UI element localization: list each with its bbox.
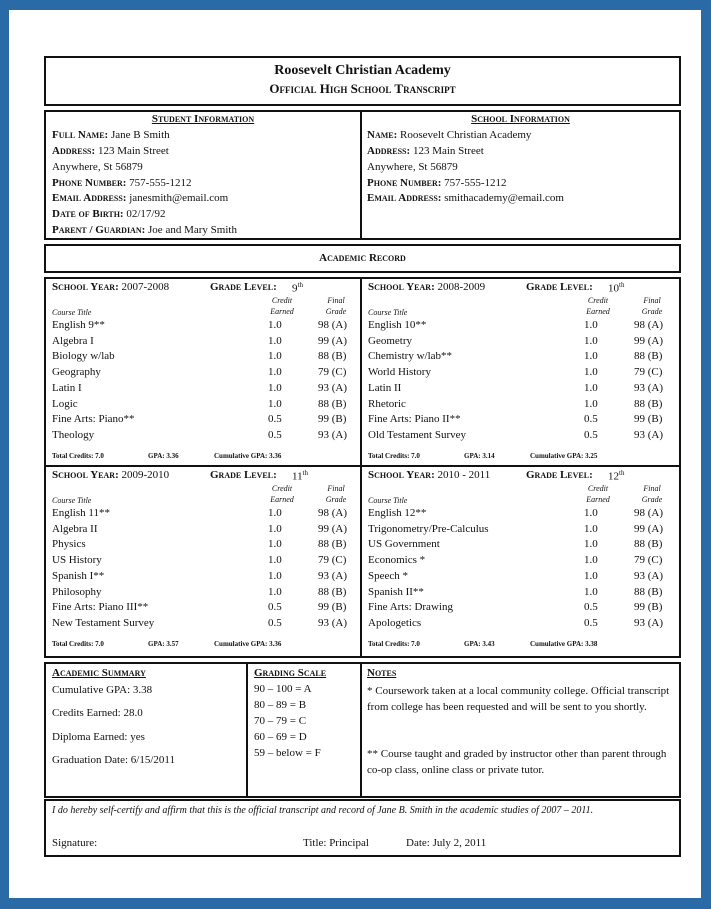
credit-col-header-1: Credit	[271, 296, 293, 305]
course-credit: 0.5	[584, 601, 598, 614]
school-phone-label: Phone Number:	[367, 177, 442, 189]
course-row	[368, 429, 673, 444]
course-grade: 99 (A)	[634, 334, 664, 347]
final-col-header-2: Grade	[325, 307, 347, 316]
course-grade: 93 (A)	[634, 381, 664, 394]
course-title: Latin I	[52, 381, 82, 394]
phone-label: Phone Number:	[52, 177, 127, 189]
course-grade: 79 (C)	[634, 366, 663, 379]
full-name-value: Jane B Smith	[110, 129, 170, 141]
course-row	[52, 570, 354, 585]
year-grid-vdivider	[360, 277, 362, 658]
course-row	[52, 398, 354, 413]
year-header	[368, 281, 673, 293]
grade-level-sup: th	[619, 469, 625, 477]
gpa-value: 3.14	[482, 452, 495, 460]
cumulative-gpa-label: Cumulative GPA:	[530, 452, 584, 460]
total-credits	[52, 452, 104, 460]
student-email	[52, 192, 228, 204]
course-title: Algebra I	[52, 334, 94, 347]
grading-scale-heading: Grading Scale	[254, 667, 327, 679]
address-line1: 123 Main Street	[97, 145, 169, 157]
course-grade: 88 (B)	[318, 538, 347, 551]
course-row	[368, 554, 673, 569]
final-col-header-2: Grade	[325, 495, 347, 504]
course-credit: 1.0	[268, 334, 282, 347]
grade-level-wrap	[608, 281, 624, 295]
student-dob	[52, 208, 165, 220]
course-credit: 1.0	[268, 381, 282, 394]
course-col-header: Course Title	[368, 308, 408, 317]
course-row	[368, 570, 673, 585]
summary-diploma: Diploma Earned: yes	[52, 731, 145, 743]
course-title: US Government	[368, 538, 440, 551]
course-row	[52, 523, 354, 538]
course-row	[52, 586, 354, 601]
info-divider	[360, 110, 362, 240]
course-grade: 98 (A)	[634, 319, 664, 331]
cumulative-gpa-label: Cumulative GPA:	[214, 452, 268, 460]
school-year-value: 2007-2008	[121, 281, 170, 293]
student-address	[52, 145, 169, 157]
total-credits-label: Total Credits:	[368, 640, 410, 648]
course-credit: 1.0	[584, 554, 598, 567]
grade-level-number: 10	[608, 282, 619, 295]
course-grade: 93 (A)	[634, 428, 664, 441]
course-title: Chemistry w/lab**	[368, 350, 453, 363]
credit-col-header-1: Credit	[587, 484, 609, 493]
course-grade: 88 (B)	[634, 538, 663, 551]
school-email	[367, 192, 564, 204]
grade-level-sup: th	[297, 281, 303, 289]
student-phone	[52, 177, 192, 189]
course-row	[368, 350, 673, 365]
course-title: Fine Arts: Piano III**	[52, 601, 149, 614]
gpa-label: GPA:	[148, 452, 165, 460]
grade-level-label: Grade Level:	[526, 469, 593, 481]
course-title: English 9**	[52, 319, 105, 331]
year-header	[368, 469, 673, 481]
summary-cum-gpa: Cumulative GPA: 3.38	[52, 684, 153, 696]
grade-level-label: Grade Level:	[210, 281, 277, 293]
course-row	[368, 617, 673, 632]
course-grade: 99 (B)	[318, 601, 347, 614]
gpa-label: GPA:	[148, 640, 165, 648]
total-credits-value: 7.0	[411, 452, 420, 460]
course-grade: 79 (C)	[318, 366, 347, 379]
cumulative-gpa-value: 3.36	[269, 452, 282, 460]
course-grade: 93 (A)	[318, 428, 348, 441]
cumulative-gpa	[530, 640, 597, 648]
school-address-line2: Anywhere, St 56879	[367, 161, 458, 173]
course-title: Trigonometry/Pre-Calculus	[368, 522, 489, 535]
course-col-header: Course Title	[52, 308, 92, 317]
school-phone	[367, 177, 507, 189]
year-gpa	[148, 452, 179, 460]
grade-level-wrap	[292, 469, 308, 483]
course-grade: 88 (B)	[634, 350, 663, 363]
gpa-value: 3.36	[166, 452, 179, 460]
credit-col-header-2: Earned	[270, 307, 294, 316]
school-phone-value: 757-555-1212	[444, 177, 507, 189]
course-title: US History	[52, 554, 102, 567]
student-info-heading: Student Information	[151, 113, 255, 125]
grade-level-number: 12	[608, 470, 619, 483]
gpa-value: 3.43	[482, 640, 495, 648]
course-row	[52, 413, 354, 428]
course-title: Speech *	[368, 569, 409, 582]
school-year-label: School Year:	[368, 469, 435, 481]
course-credit: 0.5	[268, 413, 282, 426]
final-col-header-1: Final	[327, 296, 345, 305]
title-principal: Title: Principal	[303, 837, 369, 849]
address-label: Address:	[52, 145, 96, 157]
dob-label: Date of Birth:	[52, 208, 124, 220]
total-credits-label: Total Credits:	[52, 640, 94, 648]
school-year-value: 2009-2010	[121, 469, 170, 481]
course-credit: 1.0	[268, 397, 282, 410]
guardian-value: Joe and Mary Smith	[148, 224, 237, 236]
course-credit: 1.0	[584, 334, 598, 347]
guardian-label: Parent / Guardian:	[52, 224, 146, 236]
course-grade: 99 (A)	[318, 522, 348, 535]
summary-divider-2	[360, 662, 362, 798]
school-year-value: 2008-2009	[437, 281, 486, 293]
course-grade: 88 (B)	[318, 350, 347, 363]
course-grade: 98 (A)	[318, 319, 348, 331]
course-credit: 1.0	[584, 350, 598, 363]
course-row	[368, 538, 673, 553]
credit-col-header-1: Credit	[587, 296, 609, 305]
notes-heading: Notes	[367, 667, 397, 679]
course-title: Apologetics	[368, 616, 422, 629]
dob-value: 02/17/92	[126, 208, 166, 220]
course-row	[52, 335, 354, 350]
cumulative-gpa	[214, 640, 281, 648]
school-name	[367, 129, 531, 141]
course-credit: 1.0	[268, 585, 282, 598]
course-grade: 88 (B)	[318, 585, 347, 598]
course-row	[368, 507, 673, 522]
grade-level-number: 9	[292, 282, 298, 295]
course-row	[368, 382, 673, 397]
total-credits	[52, 640, 104, 648]
school-email-value: smithacademy@email.com	[444, 192, 564, 204]
course-credit: 1.0	[584, 538, 598, 551]
final-col-header-1: Final	[643, 296, 661, 305]
total-credits	[368, 640, 420, 648]
course-col-header: Course Title	[368, 496, 408, 505]
course-credit: 1.0	[584, 569, 598, 582]
signature-label: Signature:	[52, 837, 98, 849]
course-row	[52, 507, 354, 522]
cumulative-gpa	[214, 452, 281, 460]
course-row	[52, 538, 354, 553]
email-value: janesmith@email.com	[129, 192, 229, 204]
credit-col-header-2: Earned	[586, 307, 610, 316]
course-title: Old Testament Survey	[368, 428, 467, 441]
total-credits-value: 7.0	[95, 640, 104, 648]
grade-level-number: 11	[292, 470, 303, 483]
grade-level-label: Grade Level:	[526, 281, 593, 293]
grade-level-wrap	[292, 281, 303, 295]
course-credit: 1.0	[268, 538, 282, 551]
course-title: Theology	[52, 428, 95, 441]
grade-level-sup: th	[302, 469, 309, 477]
course-row	[52, 382, 354, 397]
course-row	[52, 554, 354, 569]
course-title: Biology w/lab	[52, 350, 115, 363]
school-address-label: Address:	[367, 145, 411, 157]
course-grade: 88 (B)	[634, 397, 663, 410]
total-credits-label: Total Credits:	[52, 452, 94, 460]
certification-date: Date: July 2, 2011	[406, 837, 487, 849]
course-grade: 99 (B)	[634, 413, 663, 426]
school-address	[367, 145, 484, 157]
course-row	[368, 398, 673, 413]
course-row	[368, 523, 673, 538]
summary-graduation: Graduation Date: 6/15/2011	[52, 754, 176, 766]
course-title: Geometry	[368, 334, 412, 347]
course-credit: 0.5	[268, 601, 282, 614]
course-credit: 1.0	[584, 366, 598, 379]
credit-col-header-2: Earned	[270, 495, 294, 504]
course-row	[368, 413, 673, 428]
cumulative-gpa-label: Cumulative GPA:	[214, 640, 268, 648]
grading-scale-a: 90 – 100 = A	[254, 683, 312, 695]
school-name-label: Name:	[367, 129, 398, 141]
grade-level-label: Grade Level:	[210, 469, 277, 481]
cumulative-gpa-value: 3.36	[269, 640, 282, 648]
academic-summary-heading: Academic Summary	[52, 667, 146, 679]
course-credit: 0.5	[584, 428, 598, 441]
course-credit: 1.0	[584, 522, 598, 535]
course-title: Economics *	[368, 554, 426, 567]
course-title: English 10**	[368, 319, 427, 331]
course-grade: 79 (C)	[318, 554, 347, 567]
cumulative-gpa-value: 3.25	[585, 452, 598, 460]
course-row	[368, 335, 673, 350]
course-row	[368, 586, 673, 601]
course-title: Physics	[52, 538, 86, 551]
email-label: Email Address:	[52, 192, 127, 204]
course-grade: 88 (B)	[318, 397, 347, 410]
school-year-value: 2010 - 2011	[437, 469, 491, 481]
course-row	[368, 366, 673, 381]
total-credits	[368, 452, 420, 460]
course-title: Fine Arts: Drawing	[368, 601, 453, 614]
grade-level-sup: th	[619, 281, 625, 289]
course-grade: 88 (B)	[634, 585, 663, 598]
course-grade: 93 (A)	[634, 616, 664, 629]
final-col-header-1: Final	[643, 484, 661, 493]
course-credit: 0.5	[584, 413, 598, 426]
course-credit: 1.0	[268, 554, 282, 567]
course-title: World History	[368, 366, 431, 379]
course-credit: 1.0	[584, 507, 598, 519]
course-credit: 0.5	[268, 428, 282, 441]
gpa-label: GPA:	[464, 452, 481, 460]
course-title: Rhetoric	[368, 397, 406, 410]
course-credit: 0.5	[268, 616, 282, 629]
course-grade: 93 (A)	[318, 569, 348, 582]
course-grade: 99 (B)	[634, 601, 663, 614]
course-credit: 1.0	[268, 522, 282, 535]
grading-scale-b: 80 – 89 = B	[254, 699, 307, 711]
course-row	[52, 601, 354, 616]
school-year-label: School Year:	[52, 281, 119, 293]
cumulative-gpa-label: Cumulative GPA:	[530, 640, 584, 648]
course-grade: 98 (A)	[634, 507, 664, 519]
course-credit: 1.0	[584, 319, 598, 331]
full-name-label: Full Name:	[52, 129, 109, 141]
year-header	[52, 281, 354, 293]
grading-scale-d: 60 – 69 = D	[254, 731, 307, 743]
grade-level-wrap	[608, 469, 624, 483]
school-info-heading: School Information	[471, 113, 570, 125]
summary-divider-1	[246, 662, 248, 798]
course-row	[52, 429, 354, 444]
course-credit: 0.5	[584, 616, 598, 629]
course-credit: 1.0	[584, 397, 598, 410]
course-title: English 11**	[52, 507, 110, 519]
phone-value: 757-555-1212	[129, 177, 192, 189]
credit-col-header-2: Earned	[586, 495, 610, 504]
course-title: Fine Arts: Piano II**	[368, 413, 461, 426]
grading-scale-f: 59 – below = F	[254, 747, 321, 759]
notes-note1: * Coursework taken at a local community college. Official transcript from college has been requested and will be sent to you shortly.	[367, 685, 670, 713]
student-address-line2: Anywhere, St 56879	[52, 161, 143, 173]
course-credit: 1.0	[584, 585, 598, 598]
course-title: Spanish I**	[52, 569, 105, 582]
certification-statement: I do hereby self-certify and affirm that this is the official transcript and record of Jane B. Smith in the academic studies of 2007 – 2011.	[52, 805, 594, 816]
course-row	[52, 350, 354, 365]
course-grade: 79 (C)	[634, 554, 663, 567]
total-credits-value: 7.0	[95, 452, 104, 460]
cumulative-gpa-value: 3.38	[585, 640, 598, 648]
academic-record-heading: Academic Record	[319, 252, 406, 264]
course-title: Algebra II	[52, 522, 98, 535]
course-row	[52, 617, 354, 632]
total-credits-label: Total Credits:	[368, 452, 410, 460]
course-title: Philosophy	[52, 585, 102, 598]
course-credit: 1.0	[268, 319, 282, 331]
final-col-header-1: Final	[327, 484, 345, 493]
student-full-name	[52, 129, 170, 141]
course-title: Spanish II**	[368, 585, 424, 598]
course-credit: 1.0	[268, 569, 282, 582]
school-email-label: Email Address:	[367, 192, 442, 204]
course-credit: 1.0	[268, 350, 282, 363]
cumulative-gpa	[530, 452, 597, 460]
school-address-line1: 123 Main Street	[412, 145, 484, 157]
total-credits-value: 7.0	[411, 640, 420, 648]
year-gpa	[464, 640, 495, 648]
course-row	[52, 319, 354, 334]
student-guardian	[52, 224, 237, 236]
course-credit: 1.0	[584, 381, 598, 394]
course-credit: 1.0	[268, 366, 282, 379]
course-grade: 93 (A)	[318, 616, 348, 629]
school-year-label: School Year:	[368, 281, 435, 293]
notes-note2: ** Course taught and graded by instructor other than parent through co-op class, online class or private tutor.	[367, 748, 667, 776]
course-row	[368, 601, 673, 616]
school-year-label: School Year:	[52, 469, 119, 481]
course-grade: 93 (A)	[634, 569, 664, 582]
course-grade: 93 (A)	[318, 381, 348, 394]
final-col-header-2: Grade	[641, 495, 663, 504]
course-title: Fine Arts: Piano**	[52, 413, 135, 426]
course-grade: 98 (A)	[318, 507, 348, 519]
school-title: Roosevelt Christian Academy	[274, 63, 451, 78]
course-title: Latin II	[368, 381, 402, 394]
course-credit: 1.0	[268, 507, 282, 519]
course-title: Logic	[52, 397, 78, 410]
year-gpa	[464, 452, 495, 460]
course-row	[368, 319, 673, 334]
course-grade: 99 (B)	[318, 413, 347, 426]
final-col-header-2: Grade	[641, 307, 663, 316]
credit-col-header-1: Credit	[271, 484, 293, 493]
summary-credits: Credits Earned: 28.0	[52, 707, 143, 719]
course-grade: 99 (A)	[318, 334, 348, 347]
transcript-title: Official High School Transcript	[269, 81, 456, 96]
course-title: English 12**	[368, 507, 427, 519]
year-header	[52, 469, 354, 481]
school-name-value: Roosevelt Christian Academy	[400, 129, 532, 141]
gpa-value: 3.57	[166, 640, 179, 648]
course-title: Geography	[52, 366, 101, 379]
year-gpa	[148, 640, 179, 648]
course-row	[52, 366, 354, 381]
gpa-label: GPA:	[464, 640, 481, 648]
course-grade: 99 (A)	[634, 522, 664, 535]
course-title: New Testament Survey	[52, 616, 155, 629]
year-grid-hdivider	[44, 465, 681, 467]
grading-scale-c: 70 – 79 = C	[254, 715, 307, 727]
course-col-header: Course Title	[52, 496, 92, 505]
